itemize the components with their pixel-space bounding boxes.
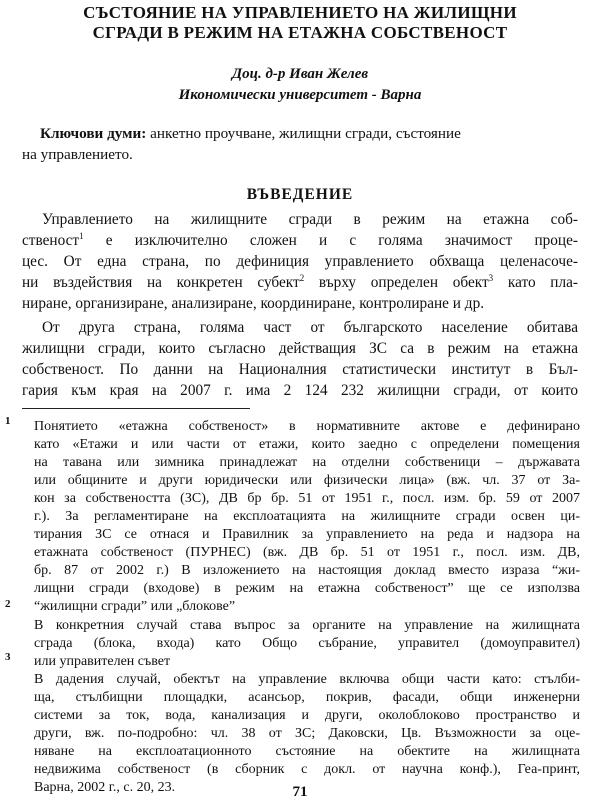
footnote-line: етажната собственост (ПУРНЕС) (вж. ДВ бр. 51 от 1951 г., посл. изм. ДВ, — [34, 545, 580, 560]
section-heading: ВЪВЕДЕНИЕ — [246, 186, 354, 203]
footnote-number: 3 — [5, 651, 11, 663]
footnote-line: Понятието «етажна собственост» в нормативните актове е дефинирано — [34, 419, 580, 434]
footnote-line: или общините и други юридически или физически лица» (вж. чл. 37 от За- — [34, 473, 580, 488]
footnote-divider — [22, 408, 250, 409]
footnote-line: Варна, 2002 г., с. 20, 23. — [34, 780, 176, 795]
footnote-line: В дадения случай, обектът на управление включва общи части като: стълби- — [34, 672, 580, 687]
footnote-line: тирания ЗС се отнася и Правилник за управлението на реда и надзора на — [34, 527, 580, 542]
body-line: собственост. По данни на Националния статистически институт в Бъл- — [22, 361, 578, 378]
page-number: 71 — [292, 784, 308, 800]
author-name: Доц. д-р Иван Желев — [231, 66, 369, 82]
footnote-line: “жилищни сгради” или „блокове” — [34, 599, 236, 614]
footnote-line: като «Етажи и или части от етажи, които заедно с определени помещения — [34, 437, 580, 452]
paper-title-line-1: СЪСТОЯНИЕ НА УПРАВЛЕНИЕТО НА ЖИЛИЩНИ — [83, 3, 517, 22]
footnote-number: 2 — [5, 598, 11, 610]
footnote-line: или управителен съвет — [34, 654, 171, 669]
body-line: ственост$^1$ е изключително сложен и с голяма значимост проце- — [22, 230, 578, 249]
keywords-text: анкетно проучване, жилищни сгради, състояние — [146, 125, 461, 142]
footnote-line: на тавана или зимника принадлежат на отделни собственици – държавата — [34, 455, 580, 470]
body-line: ни въздействия на конкретен субект$^2$ върху определен обект$^3$ като пла- — [22, 272, 579, 291]
keywords-line-1 — [40, 123, 570, 144]
footnote-number: 1 — [5, 415, 11, 427]
footnote-line: недвижима собственост (в сборник с докл. от научна конф.), Геа-принт, — [34, 762, 580, 777]
footnote-line: сграда (блока, входа) като Общо събрание, управител (домоуправител) — [34, 636, 580, 651]
author-affiliation: Икономически университет - Варна — [178, 87, 422, 103]
footnote-line: г.). За регламентиране на експлоатацията на жилищните сгради освен ци- — [34, 509, 580, 524]
footnote-line: системи за ток, вода, канализация и други, околоблоково пространство и — [34, 708, 580, 723]
body-line: жилищни сгради, които съгласно действащия ЗС са в режим на етажна — [22, 340, 578, 357]
body-line: Управлението на жилищните сгради в режим на етажна соб- — [42, 211, 578, 228]
paper-title-line-2: СГРАДИ В РЕЖИМ НА ЕТАЖНА СОБСТВЕНОСТ — [92, 23, 508, 42]
footnote-line: В конкретния случай става въпрос за органите на управление на жилищната — [34, 618, 580, 633]
footnote-ref: 2 — [299, 272, 305, 283]
body-line: ниране, организиране, анализиране, координиране, контролиране и др. — [22, 295, 485, 312]
footnote-ref: 1 — [79, 230, 84, 241]
footnote-ref: 3 — [488, 272, 494, 283]
body-line: От друга страна, голяма част от българското население обитава — [42, 319, 578, 336]
footnote-line: ща, стълбищни площадки, асансьор, покрив, фасади, общи инженерни — [34, 690, 580, 705]
keywords-line-2: на управлението. — [22, 146, 133, 163]
body-line: гария към края на 2007 г. има 2 124 232 жилищни сгради, от които — [22, 382, 578, 399]
body-line: цес. От една страна, по дефиниция управлението обхваща целенасоче- — [22, 253, 578, 270]
footnote-line: кон за собствеността (ЗС), ДВ бр бр. 51 от 1951 г., посл. изм. бр. 59 от 2007 — [34, 491, 580, 506]
footnote-line: няване на експлоатационното състояние на обектите на жилищната — [34, 744, 580, 759]
footnote-line: бр. 87 от 2002 г.) В изложението на настоящия доклад вместо израза “жи- — [34, 563, 580, 578]
footnote-line: други, вж. по-подробно: чл. 38 от ЗС; Даковски, Цв. Възможности за оце- — [34, 726, 580, 741]
footnote-line: лищни сгради (входове) в режим на етажна собственост” ще се използва — [34, 581, 580, 596]
keywords-label: Ключови думи: — [40, 125, 147, 142]
